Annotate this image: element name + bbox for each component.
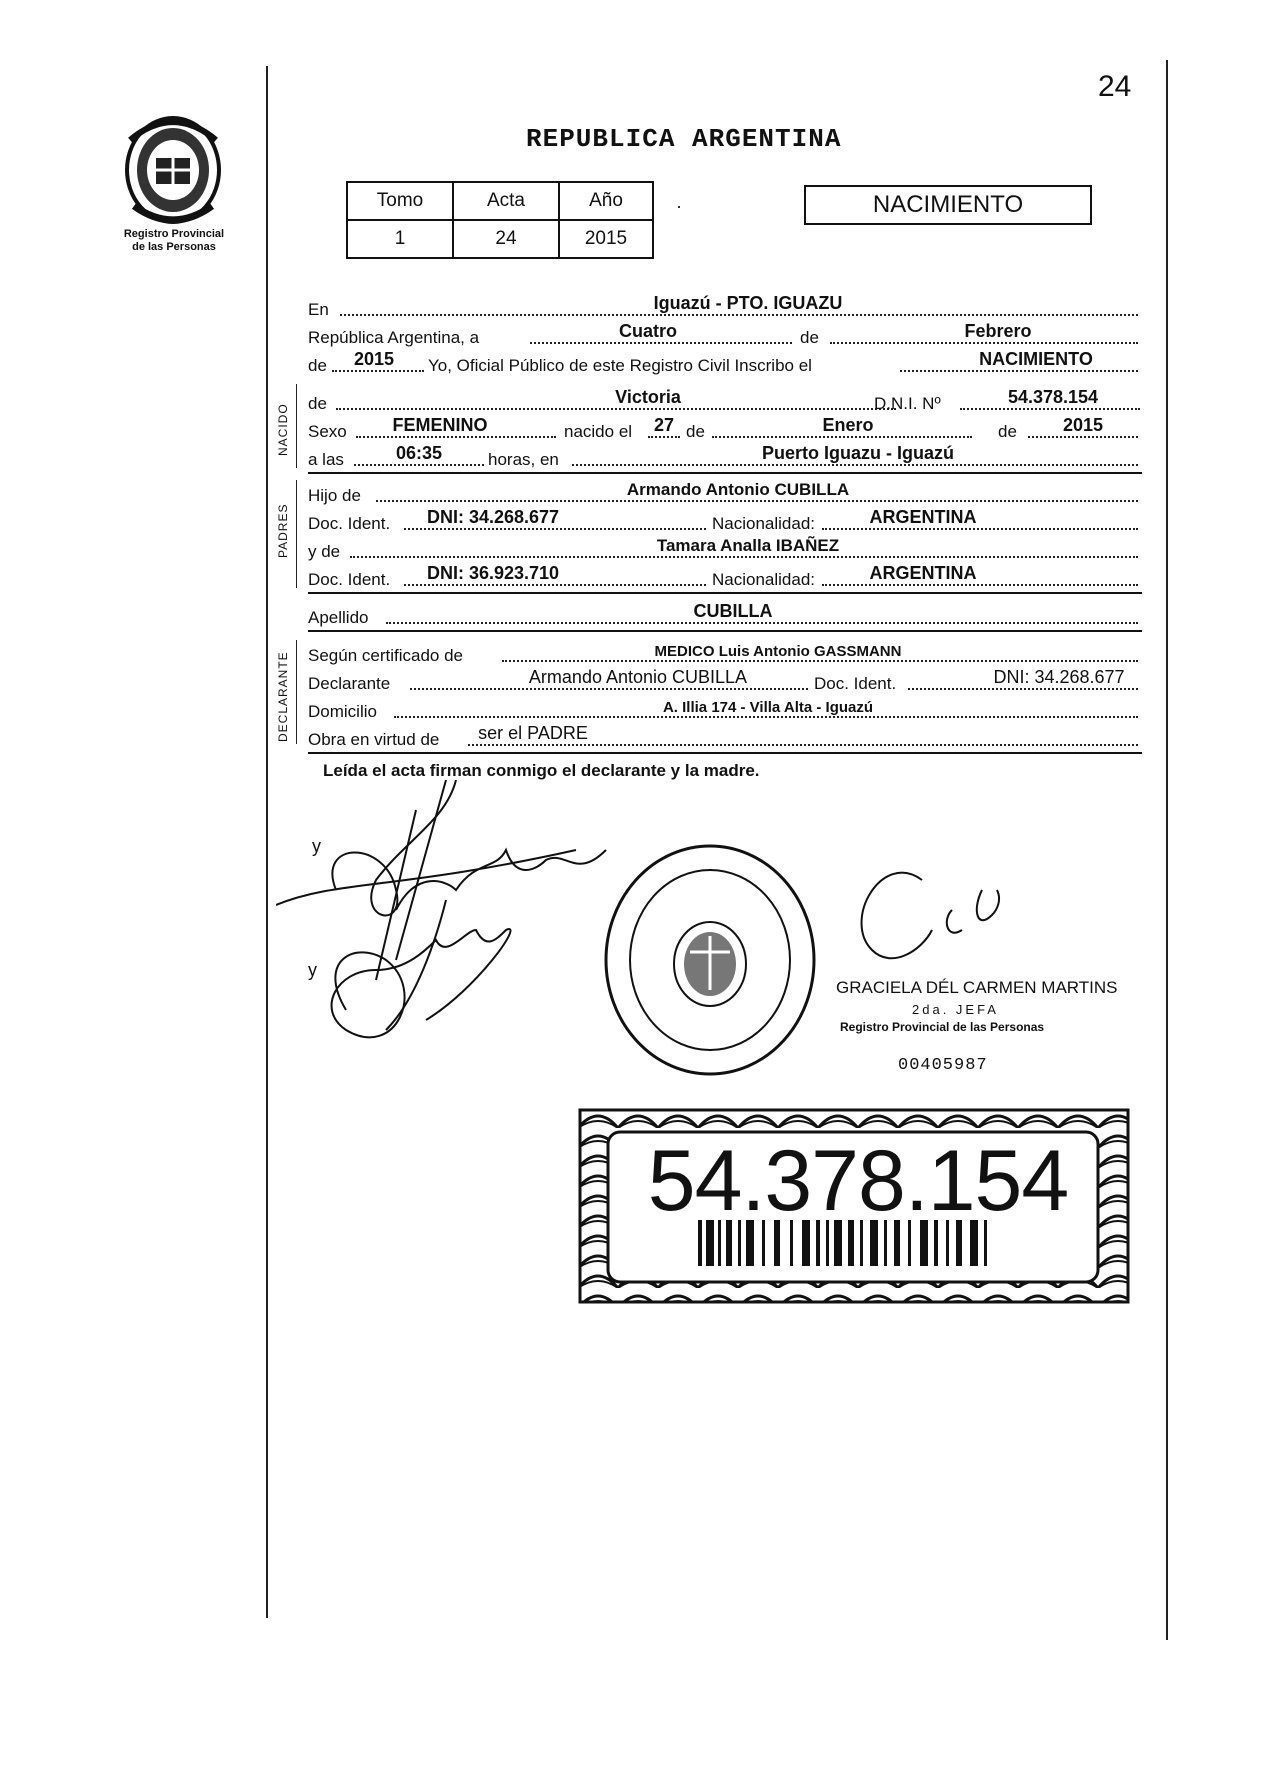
value-birth-year: 2015 bbox=[1062, 415, 1104, 435]
dotted-fill bbox=[404, 528, 706, 530]
acta-value-tomo: 1 bbox=[347, 220, 453, 258]
section-declarante: DECLARANTE bbox=[276, 651, 290, 742]
dotted-fill bbox=[332, 370, 424, 372]
label-nacido: nacido el bbox=[564, 422, 633, 441]
value-madre: Tamara Analla IBAÑEZ bbox=[656, 536, 840, 555]
line-nombre bbox=[308, 388, 1140, 414]
label-doc1: Doc. Ident. bbox=[308, 514, 391, 533]
label-nac2: Nacionalidad: bbox=[712, 570, 816, 589]
acta-header-ano: Año bbox=[559, 182, 653, 220]
dotted-fill bbox=[572, 464, 1138, 466]
label-republica: República Argentina, a bbox=[308, 328, 480, 347]
dotted-fill bbox=[468, 744, 1138, 746]
dot-mark: · bbox=[676, 196, 682, 216]
value-day: Cuatro bbox=[619, 321, 677, 341]
right-margin-rule bbox=[1166, 60, 1168, 1640]
acta-value-acta: 24 bbox=[453, 220, 559, 258]
dotted-fill bbox=[822, 584, 1138, 586]
section-padres: PADRES bbox=[276, 503, 290, 558]
document-title: REPUBLICA ARGENTINA bbox=[526, 124, 842, 154]
dotted-fill bbox=[1028, 436, 1138, 438]
dotted-fill bbox=[530, 342, 792, 344]
value-birth-month: Enero bbox=[822, 415, 874, 435]
value-hora: 06:35 bbox=[395, 443, 443, 463]
signature-conjunction: y bbox=[312, 836, 321, 856]
value-dni: 54.378.154 bbox=[1007, 387, 1099, 407]
acta-table bbox=[346, 181, 654, 259]
dotted-fill bbox=[376, 500, 1138, 502]
value-month: Febrero bbox=[964, 321, 1032, 341]
line-apellido bbox=[308, 602, 1140, 628]
line-sexo bbox=[308, 416, 1140, 442]
official-stamp-icon bbox=[600, 840, 820, 1080]
label-alas: a las bbox=[308, 450, 344, 469]
dotted-fill bbox=[340, 314, 1138, 316]
value-en: Iguazú - PTO. IGUAZU bbox=[653, 293, 843, 313]
dotted-fill bbox=[356, 436, 556, 438]
value-padre: Armando Antonio CUBILLA bbox=[626, 480, 850, 499]
closing-statement: Leída el acta firman conmigo el declarante y la madre. bbox=[323, 761, 760, 780]
acta-header-tomo: Tomo bbox=[347, 182, 453, 220]
dotted-fill bbox=[830, 342, 1138, 344]
signatures-icon bbox=[276, 780, 616, 1080]
label-de-month: de bbox=[686, 422, 705, 441]
label-en: En bbox=[308, 300, 329, 319]
line-hijo bbox=[308, 480, 1140, 506]
label-hijo: Hijo de bbox=[308, 486, 361, 505]
value-padre-doc: DNI: 34.268.677 bbox=[426, 507, 560, 527]
dotted-fill bbox=[822, 528, 1138, 530]
label-horas: horas, en bbox=[488, 450, 559, 469]
acta-value-ano: 2015 bbox=[559, 220, 653, 258]
section-nacido: NACIDO bbox=[276, 403, 290, 456]
value-lugar: Puerto Iguazu - Iguazú bbox=[762, 443, 954, 463]
signature-conjunction-2: y bbox=[308, 960, 317, 980]
registry-caption-line-2: de las Personas bbox=[132, 241, 216, 253]
dotted-fill bbox=[350, 556, 1138, 558]
label-declarante: Declarante bbox=[308, 674, 391, 693]
value-obra: ser el PADRE bbox=[478, 723, 588, 743]
dotted-fill bbox=[394, 716, 1138, 718]
registry-caption bbox=[108, 228, 240, 254]
line-obra bbox=[308, 724, 1140, 750]
value-declarante-doc: DNI: 34.268.677 bbox=[993, 667, 1125, 687]
value-sexo: FEMENINO bbox=[392, 415, 488, 435]
label-doc2: Doc. Ident. bbox=[308, 570, 391, 589]
label-oficial: Yo, Oficial Público de este Registro Civil Inscribo el bbox=[428, 356, 812, 375]
value-inscribo: NACIMIENTO bbox=[979, 349, 1093, 369]
dotted-fill bbox=[336, 408, 896, 410]
serial-number: 00405987 bbox=[898, 1056, 988, 1075]
label-obra: Obra en virtud de bbox=[308, 730, 440, 749]
label-de-year2: de bbox=[998, 422, 1017, 441]
label-de-nombre: de bbox=[308, 394, 327, 413]
label-yde: y de bbox=[308, 542, 341, 561]
dotted-fill bbox=[502, 660, 1138, 662]
official-role: 2da. JEFA bbox=[912, 1002, 999, 1017]
dotted-fill bbox=[908, 688, 1138, 690]
dotted-fill bbox=[386, 622, 1138, 624]
dotted-fill bbox=[712, 436, 972, 438]
line-doc-padre bbox=[308, 508, 1140, 534]
line-doc-madre bbox=[308, 564, 1140, 590]
line-declarante bbox=[308, 668, 1140, 694]
acta-header-acta: Acta bbox=[453, 182, 559, 220]
dotted-fill bbox=[960, 408, 1140, 410]
registry-caption-line-1: Registro Provincial bbox=[123, 228, 225, 240]
page-number: 24 bbox=[1098, 70, 1132, 103]
official-registry: Registro Provincial de las Personas bbox=[840, 1020, 1045, 1034]
line-madre bbox=[308, 536, 1140, 562]
official-signature-icon bbox=[852, 860, 1062, 970]
line-en bbox=[308, 294, 1140, 320]
dotted-fill bbox=[354, 464, 484, 466]
dotted-fill bbox=[410, 688, 808, 690]
dotted-fill bbox=[404, 584, 706, 586]
value-domicilio: A. Illia 174 - Villa Alta - Iguazú bbox=[662, 699, 874, 716]
value-apellido: CUBILLA bbox=[693, 601, 773, 621]
value-name: Victoria bbox=[615, 387, 681, 407]
left-margin-rule bbox=[266, 66, 268, 1618]
line-domicilio bbox=[308, 696, 1140, 722]
label-sexo: Sexo bbox=[308, 422, 347, 441]
value-madre-nac: ARGENTINA bbox=[869, 563, 977, 583]
label-segun: Según certificado de bbox=[308, 646, 463, 665]
record-type-box: NACIMIENTO bbox=[804, 185, 1092, 225]
value-birth-day: 27 bbox=[653, 415, 675, 435]
provincial-seal-icon bbox=[120, 110, 226, 228]
label-de: de bbox=[800, 328, 819, 347]
line-hora bbox=[308, 444, 1140, 470]
label-nac1: Nacionalidad: bbox=[712, 514, 816, 533]
dni-banner-number: 54.378.154 bbox=[647, 1133, 1069, 1229]
line-segun bbox=[308, 640, 1140, 666]
label-apellido: Apellido bbox=[308, 608, 369, 627]
official-name: GRACIELA DÉL CARMEN MARTINS bbox=[836, 978, 1118, 997]
value-madre-doc: DNI: 36.923.710 bbox=[426, 563, 560, 583]
label-dni: D.N.I. Nº bbox=[874, 394, 941, 413]
value-padre-nac: ARGENTINA bbox=[869, 507, 977, 527]
label-de-year: de bbox=[308, 356, 327, 375]
label-doc3: Doc. Ident. bbox=[814, 674, 897, 693]
value-year: 2015 bbox=[353, 349, 395, 369]
value-declarante: Armando Antonio CUBILLA bbox=[528, 667, 748, 687]
value-certificado: MEDICO Luis Antonio GASSMANN bbox=[654, 643, 902, 660]
dotted-fill bbox=[648, 436, 680, 438]
label-domicilio: Domicilio bbox=[308, 702, 377, 721]
line-oficial bbox=[308, 350, 1140, 376]
dotted-fill bbox=[900, 370, 1138, 372]
line-republica bbox=[308, 322, 1140, 348]
